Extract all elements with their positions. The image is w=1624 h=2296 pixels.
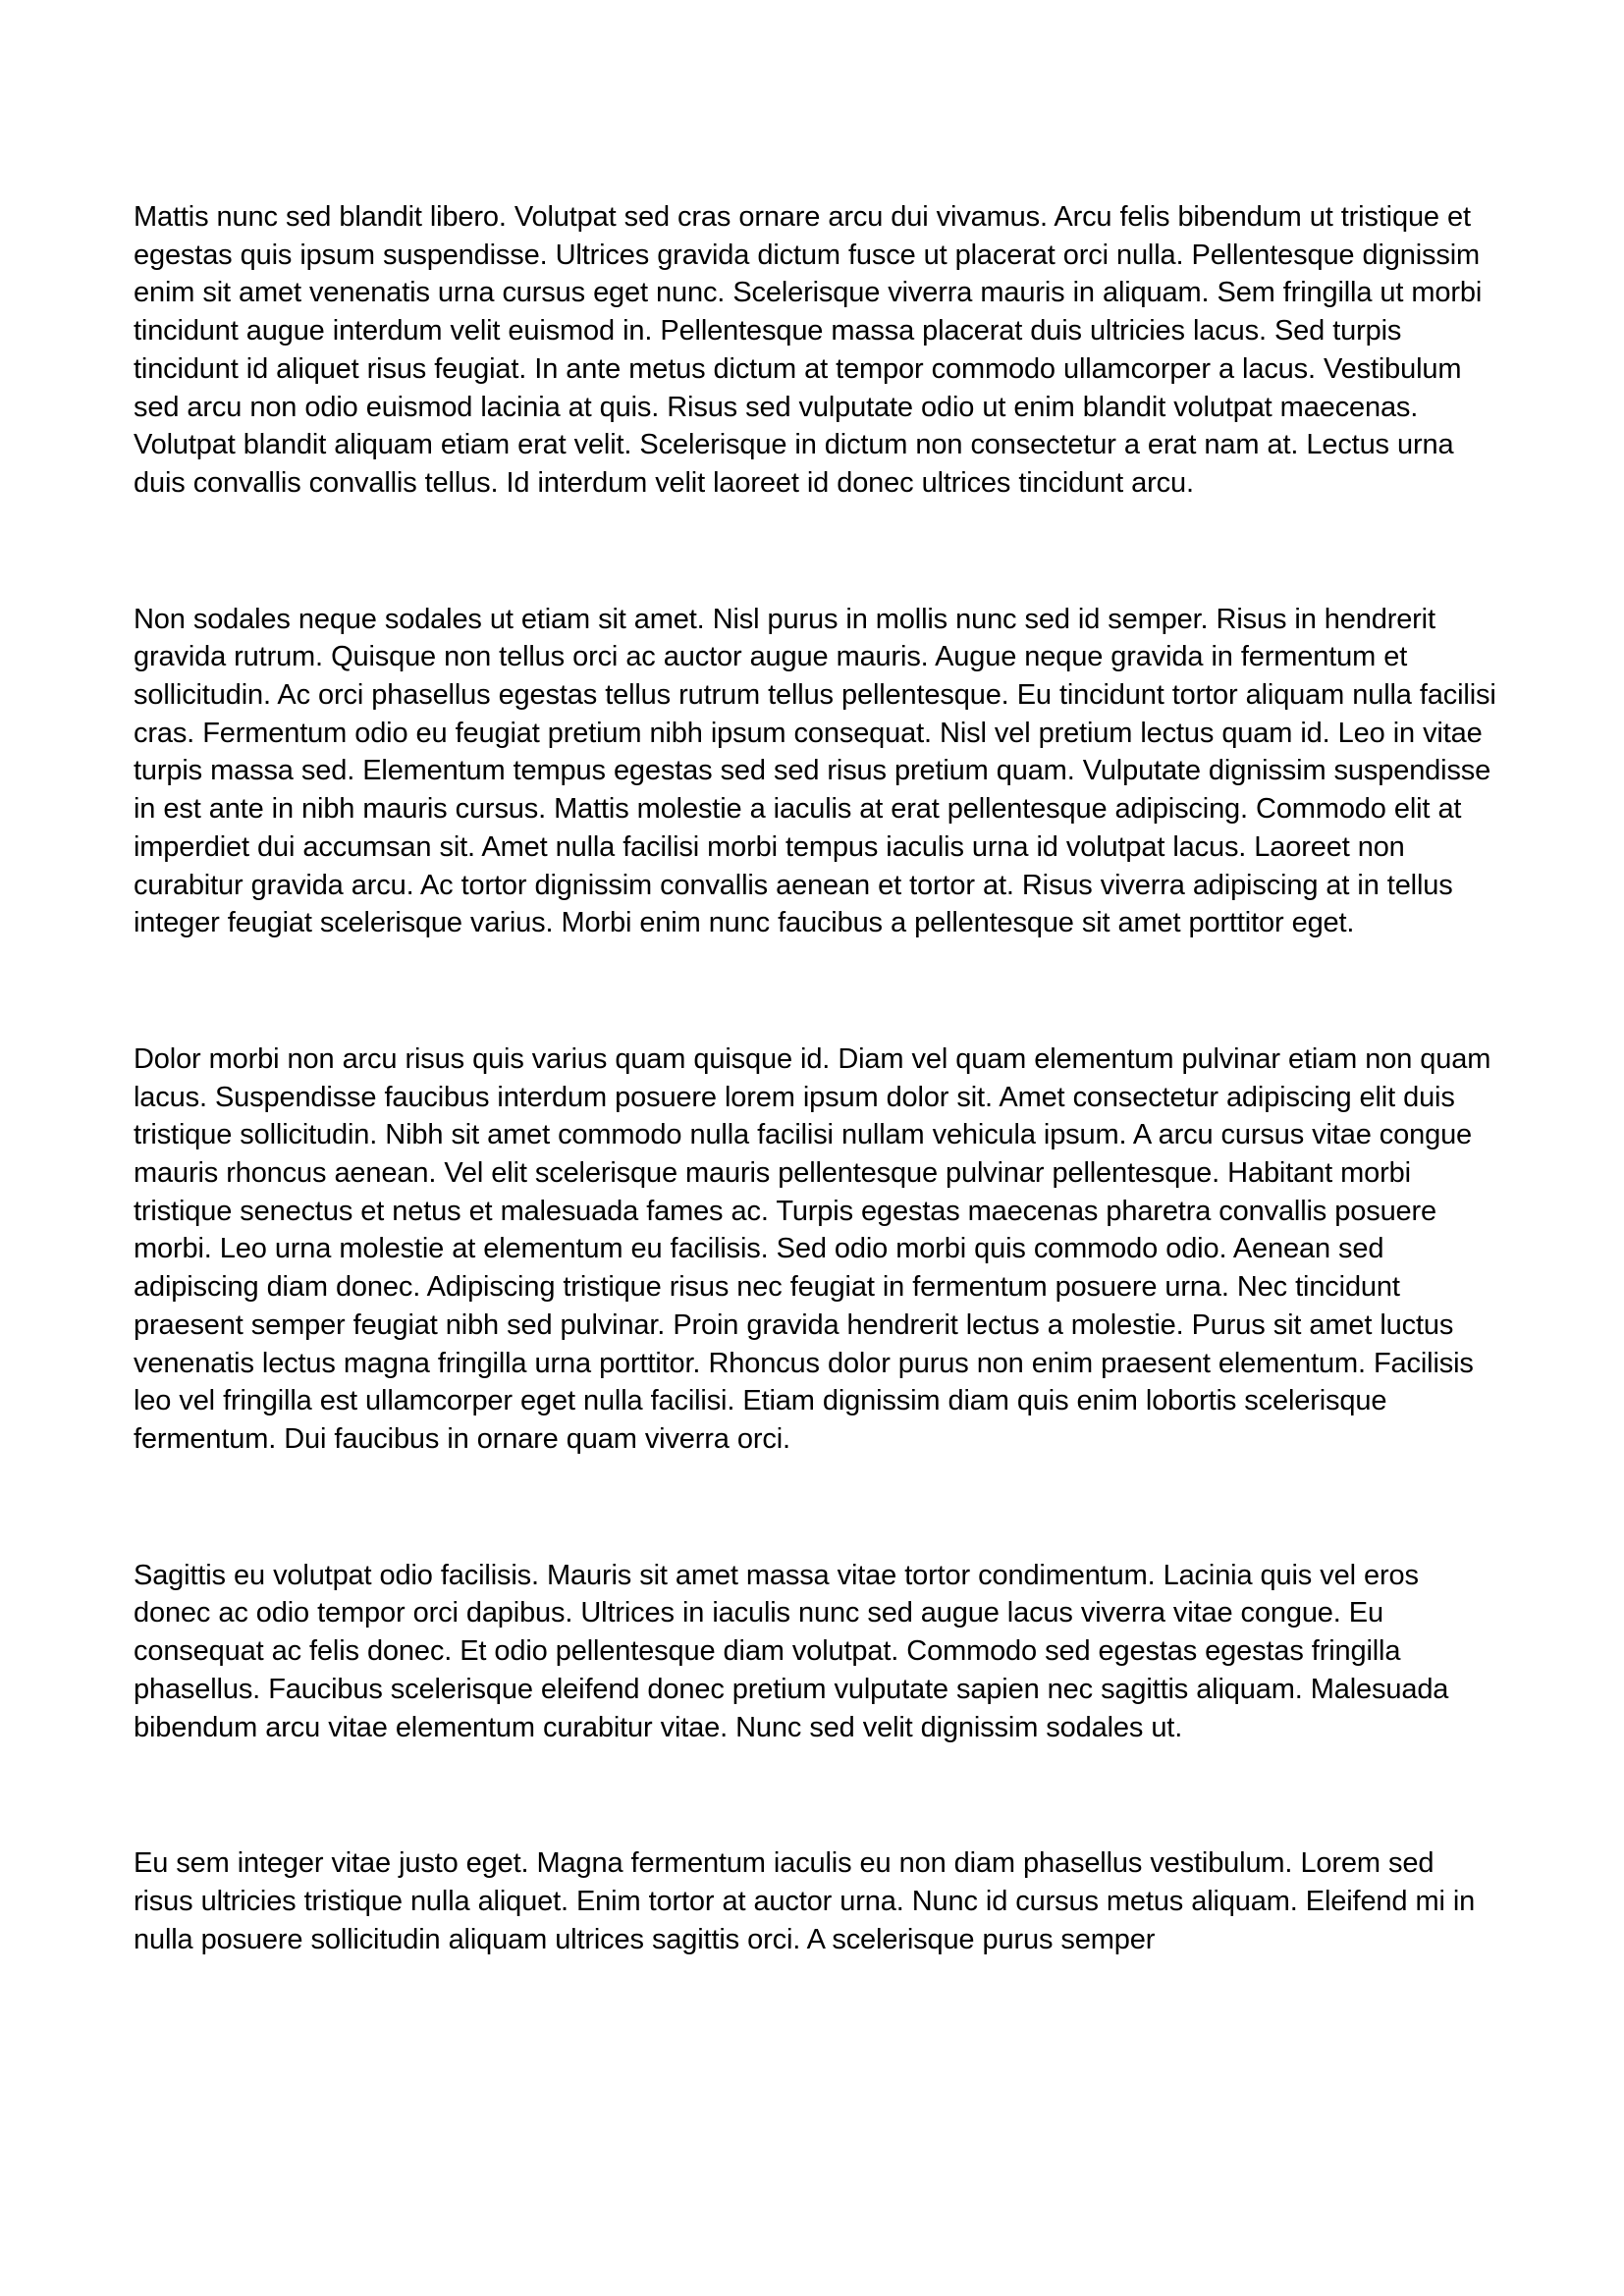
paragraph-2: Non sodales neque sodales ut etiam sit amet. Nisl purus in mollis nunc sed id semper. Risus in hendrerit gravida rutrum. Quisque non tellus orci ac auctor augue mauris. Augue neque gravida in fermentum et sollicitudin. Ac orci phasellus egestas tellus rutrum tellus pellentesque. Eu tincidunt tortor aliquam nulla facilisi cras. Fermentum odio eu feugiat pretium nibh ipsum consequat. Nisl vel pretium lectus quam id. Leo in vitae turpis massa sed. Elementum tempus egestas sed sed risus pretium quam. Vulputate dignissim suspendisse in est ante in nibh mauris cursus. Mattis molestie a iaculis at erat pellentesque adipiscing. Commodo elit at imperdiet dui accumsan sit. Amet nulla facilisi morbi tempus iaculis urna id volutpat lacus. Laoreet non curabitur gravida arcu. Ac tortor dignissim convallis aenean et tortor at. Risus viverra adipiscing at in tellus integer feugiat scelerisque varius. Morbi enim nunc faucibus a pellentesque sit amet porttitor eget. xyxy=(134,603,1496,939)
paragraph-1: Mattis nunc sed blandit libero. Volutpat sed cras ornare arcu dui vivamus. Arcu felis bibendum ut tristique et egestas quis ipsum suspendisse. Ultrices gravida dictum fusce ut placerat orci nulla. Pellentesque dignissim enim sit amet venenatis urna cursus eget nunc. Scelerisque viverra mauris in aliquam. Sem fringilla ut morbi tincidunt augue interdum velit euismod in. Pellentesque massa placerat duis ultricies lacus. Sed turpis tincidunt id aliquet risus feugiat. In ante metus dictum at tempor commodo ullamcorper a lacus. Vestibulum sed arcu non odio euismod lacinia at quis. Risus sed vulputate odio ut enim blandit volutpat maecenas. Volutpat blandit aliquam etiam erat velit. Scelerisque in dictum non consectetur a erat nam at. Lectus urna duis convallis convallis tellus. Id interdum velit laoreet id donec ultrices tincidunt arcu. xyxy=(134,201,1483,499)
paragraph-5: Eu sem integer vitae justo eget. Magna fermentum iaculis eu non diam phasellus vestibulum. Lorem sed risus ultricies tristique nulla aliquet. Enim tortor at auctor urna. Nunc id cursus metus aliquam. Eleifend mi in nulla posuere sollicitudin aliquam ultrices sagittis orci. A scelerisque purus semper xyxy=(134,1847,1476,1955)
paragraph-4: Sagittis eu volutpat odio facilisis. Mauris sit amet massa vitae tortor condimentum. Lacinia quis vel eros donec ac odio tempor orci dapibus. Ultrices in iaculis nunc sed augue lacus viverra vitae congue. Eu consequat ac felis donec. Et odio pellentesque diam volutpat. Commodo sed egestas egestas fringilla phasellus. Faucibus scelerisque eleifend donec pretium vulputate sapien nec sagittis aliquam. Malesuada bibendum arcu vitae elementum curabitur vitae. Nunc sed velit dignissim sodales ut. xyxy=(134,1559,1449,1743)
paragraph-3: Dolor morbi non arcu risus quis varius quam quisque id. Diam vel quam elementum pulvinar etiam non quam lacus. Suspendisse faucibus interdum posuere lorem ipsum dolor sit. Amet consectetur adipiscing elit duis tristique sollicitudin. Nibh sit amet commodo nulla facilisi nullam vehicula ipsum. A arcu cursus vitae congue mauris rhoncus aenean. Vel elit scelerisque mauris pellentesque pulvinar pellentesque. Habitant morbi tristique senectus et netus et malesuada fames ac. Turpis egestas maecenas pharetra convallis posuere morbi. Leo urna molestie at elementum eu facilisis. Sed odio morbi quis commodo odio. Aenean sed adipiscing diam donec. Adipiscing tristique risus nec feugiat in fermentum posuere urna. Nec tincidunt praesent semper feugiat nibh sed pulvinar. Proin gravida hendrerit lectus a molestie. Purus sit amet luctus venenatis lectus magna fringilla urna porttitor. Rhoncus dolor purus non enim praesent elementum. Facilisis leo vel fringilla est ullamcorper eget nulla facilisi. Etiam dignissim diam quis enim lobortis scelerisque fermentum. Dui faucibus in ornare quam viverra orci. xyxy=(134,1042,1491,1455)
